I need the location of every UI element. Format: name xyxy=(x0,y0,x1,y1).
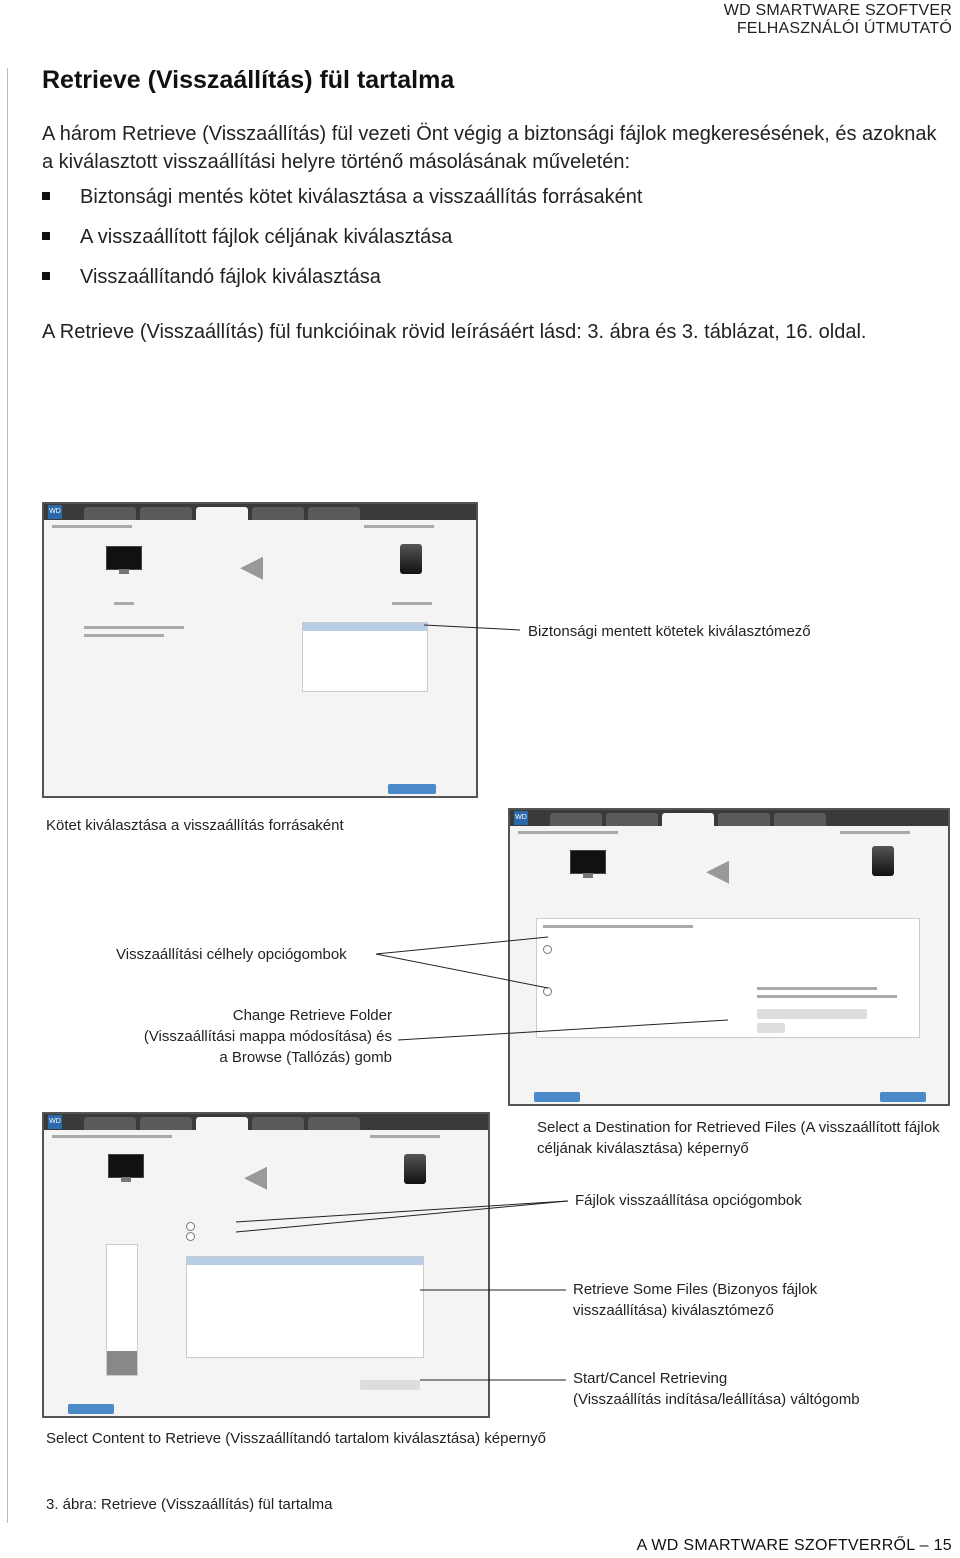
arrow-left-icon: ◀ xyxy=(706,854,730,887)
bullet-item-2: A visszaállított fájlok céljának kiválasztása xyxy=(42,226,452,249)
bullet-item-1: Biztonsági mentés kötet kiválasztása a visszaállítás forrásaként xyxy=(42,186,642,209)
reference-paragraph: A Retrieve (Visszaállítás) fül funkcióinak rövid leírásáért lásd: 3. ábra és 3. táblázat, 16. oldal. xyxy=(42,321,867,343)
wd-logo-icon: WD xyxy=(48,1115,62,1129)
running-header-line1: WD SMARTWARE SZOFTVER xyxy=(723,2,952,19)
callout-start-cancel: Start/Cancel Retrieving (Visszaállítás indítása/leállítása) váltógomb xyxy=(573,1370,860,1408)
callout-backup-volume-selector: Biztonsági mentett kötetek kiválasztómező xyxy=(528,623,811,640)
arrow-left-icon: ◀ xyxy=(244,1160,268,1193)
callout-change-folder: Change Retrieve Folder (Visszaállítási mappa módosítása) és a Browse (Tallózás) gomb xyxy=(143,1007,392,1066)
leader-line xyxy=(236,1201,568,1222)
callout-retrieve-files-radio: Fájlok visszaállítása opciógombok xyxy=(575,1192,802,1209)
callout-select-content-caption: Select Content to Retrieve (Visszaállítandó tartalom kiválasztása) képernyő xyxy=(46,1430,546,1447)
intro-paragraph: A három Retrieve (Visszaállítás) fül vezeti Önt végig a biztonsági fájlok megkeresésének, és azoknak a kiválasztott visszaállítási helyre történő másolásának műveletén: xyxy=(42,123,937,173)
leader-line xyxy=(424,625,520,630)
leader-line xyxy=(376,937,548,954)
arrow-left-icon: ◀ xyxy=(240,550,264,583)
figure-caption: 3. ábra: Retrieve (Visszaállítás) fül tartalma xyxy=(46,1496,333,1513)
bullet-item-3: Visszaállítandó fájlok kiválasztása xyxy=(42,266,381,289)
leader-line xyxy=(398,1020,728,1040)
callout-retrieve-some-files: Retrieve Some Files (Bizonyos fájlok visszaállítása) kiválasztómező xyxy=(573,1281,818,1319)
wd-logo-icon: WD xyxy=(48,505,62,519)
page-title: Retrieve (Visszaállítás) fül tartalma xyxy=(42,66,455,94)
callout-destination-radio: Visszaállítási célhely opciógombok xyxy=(116,946,347,963)
callout-select-volume-caption: Kötet kiválasztása a visszaállítás forrásaként xyxy=(46,817,344,834)
leader-line xyxy=(376,954,548,988)
running-header-line2: FELHASZNÁLÓI ÚTMUTATÓ xyxy=(736,20,952,37)
leader-line xyxy=(236,1201,568,1232)
callout-select-destination-caption: Select a Destination for Retrieved Files (A visszaállított fájlok céljának kiválasztása) képernyő xyxy=(537,1119,940,1157)
wd-logo-icon: WD xyxy=(514,811,528,825)
page-footer: A WD SMARTWARE SZOFTVERRŐL – 15 xyxy=(636,1537,952,1554)
